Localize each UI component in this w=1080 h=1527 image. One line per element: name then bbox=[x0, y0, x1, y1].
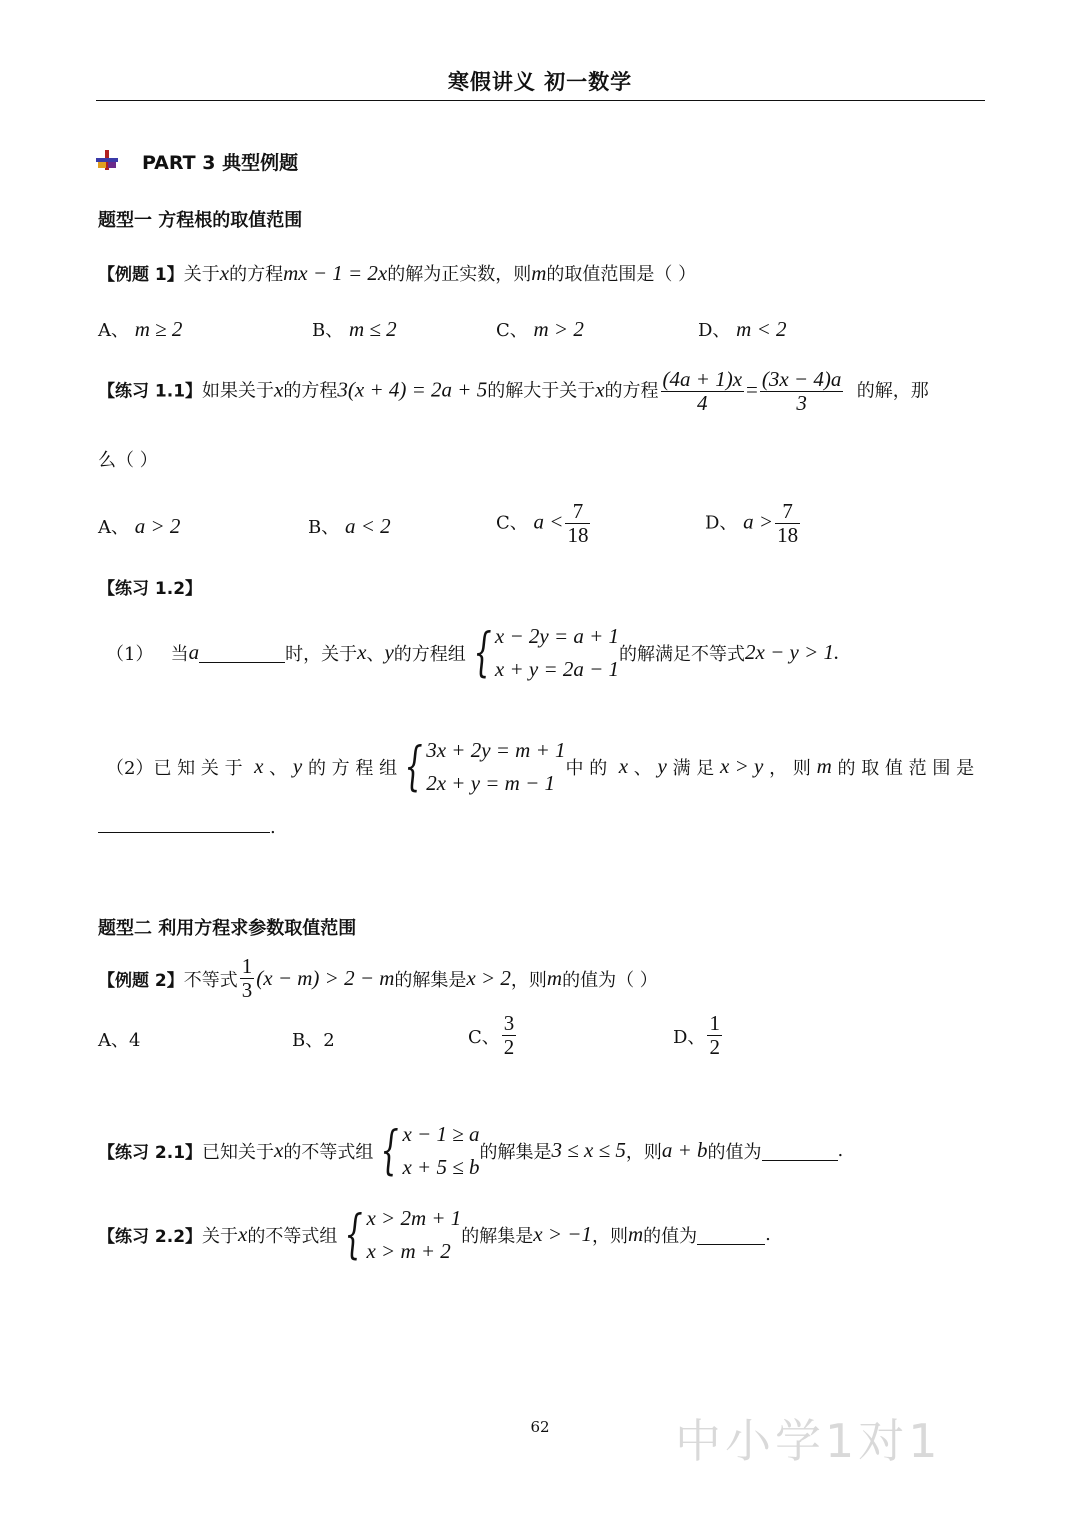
practice11-option-c bbox=[496, 500, 592, 547]
question-number: （1） bbox=[106, 643, 154, 665]
practice11-question-cont: 么（ ） bbox=[98, 450, 158, 471]
option-expr: m ≥ 2 bbox=[134, 317, 183, 341]
brace-icon: { bbox=[404, 736, 423, 797]
text: 如果关于 bbox=[202, 380, 275, 402]
option-expr: m ≤ 2 bbox=[348, 317, 397, 341]
fraction-denominator: 18 bbox=[777, 523, 799, 548]
question-number: （2） bbox=[106, 757, 154, 779]
fraction-numerator: 7 bbox=[775, 500, 800, 524]
equation-system bbox=[397, 734, 565, 799]
text: 的解集是 bbox=[394, 969, 467, 991]
practice12-q1 bbox=[106, 620, 839, 685]
var-y: y bbox=[292, 754, 303, 779]
example2-question bbox=[98, 955, 658, 1002]
text: 满 足 bbox=[672, 757, 715, 779]
fraction-numerator: 3 bbox=[503, 1011, 515, 1035]
fraction bbox=[661, 368, 744, 415]
text: 已 知 关 于 bbox=[153, 757, 243, 779]
var-x: x bbox=[595, 377, 605, 402]
practice21-tag: 【练习 2.1】 bbox=[98, 1143, 203, 1164]
page-header-title: 寒假讲义 初一数学 bbox=[447, 70, 633, 94]
practice12-q2-answer-line bbox=[98, 812, 276, 838]
option-label: B、 bbox=[308, 517, 340, 538]
part-bullet-icon bbox=[96, 150, 118, 170]
var-x: x bbox=[254, 754, 264, 779]
var-x: x bbox=[274, 1138, 284, 1163]
answer-blank[interactable] bbox=[98, 812, 270, 833]
practice11-option-a bbox=[98, 502, 180, 550]
practice11-option-b bbox=[308, 502, 391, 550]
text: 的取值范围是（ ） bbox=[546, 264, 697, 285]
example2-option-b: B、2 bbox=[292, 1030, 335, 1051]
text: . bbox=[270, 817, 276, 838]
var-x: x bbox=[238, 1222, 248, 1247]
fraction bbox=[707, 1012, 722, 1059]
text: 的解大于关于 bbox=[487, 380, 596, 402]
option-expr: m < 2 bbox=[736, 317, 787, 341]
fraction-numerator: 1 bbox=[241, 954, 253, 978]
fraction bbox=[760, 368, 843, 415]
text: . bbox=[765, 1224, 771, 1246]
text: 的解为正实数，则 bbox=[387, 264, 532, 285]
condition: x > 2 bbox=[466, 966, 511, 991]
example1-tag: 【例题 1】 bbox=[98, 265, 184, 285]
text: 关于 bbox=[202, 1225, 239, 1247]
option-label: C、 bbox=[496, 320, 528, 341]
section2-heading: 题型二 利用方程求参数取值范围 bbox=[98, 918, 357, 939]
text: 不等式 bbox=[183, 969, 238, 991]
option-label: B、 bbox=[312, 320, 344, 341]
option-expr: m > 2 bbox=[533, 317, 584, 341]
condition: x > −1 bbox=[533, 1222, 592, 1247]
text: 中 的 bbox=[565, 757, 608, 779]
text: . bbox=[837, 1140, 844, 1162]
var-x: x bbox=[219, 261, 230, 285]
fraction bbox=[565, 500, 590, 547]
fraction-numerator: 1 bbox=[709, 1011, 720, 1035]
practice11-option-d bbox=[705, 500, 802, 547]
inequality-system bbox=[373, 1118, 479, 1183]
practice11-tag: 【练习 1.1】 bbox=[98, 381, 203, 402]
example1-option-d bbox=[698, 316, 787, 342]
text: 关于 bbox=[183, 264, 220, 285]
fraction bbox=[502, 1012, 517, 1059]
condition: x > y bbox=[720, 754, 764, 779]
text: 的值为 bbox=[707, 1141, 762, 1163]
page-number: 62 bbox=[530, 1418, 550, 1436]
equation-system bbox=[466, 620, 619, 685]
watermark: 中小学1对1 bbox=[675, 1414, 942, 1468]
brace-icon: { bbox=[344, 1204, 364, 1265]
option-label: C、 bbox=[496, 512, 528, 534]
option-expr: a < bbox=[533, 509, 564, 534]
text: ，则 bbox=[625, 1141, 662, 1163]
example2-tag: 【例题 2】 bbox=[98, 971, 184, 992]
option-expr: a < 2 bbox=[344, 514, 391, 538]
fraction-numerator: (4a + 1)x bbox=[662, 367, 743, 391]
var-x: x bbox=[274, 377, 284, 402]
text: 已知关于 bbox=[202, 1141, 275, 1163]
text: 的值为 bbox=[643, 1225, 698, 1247]
example1-option-a bbox=[98, 316, 182, 342]
part-title: PART 3 典型例题 bbox=[142, 152, 299, 174]
fraction bbox=[775, 500, 800, 547]
equals-sign: = bbox=[746, 377, 758, 402]
text: 的方程 bbox=[604, 380, 659, 402]
option-label: A、 bbox=[98, 320, 129, 341]
system-row: x > m + 2 bbox=[366, 1238, 451, 1263]
system-row: x − 2y = a + 1 bbox=[494, 624, 620, 648]
text: 当 bbox=[170, 643, 189, 665]
text: 的解集是 bbox=[461, 1225, 534, 1247]
fraction bbox=[240, 955, 255, 1002]
text: 的解满足不等式 bbox=[619, 643, 746, 665]
answer-blank[interactable] bbox=[199, 642, 285, 663]
var-y: y bbox=[657, 754, 667, 779]
system-row: 3x + 2y = m + 1 bbox=[426, 738, 566, 762]
header-rule bbox=[96, 100, 985, 101]
practice21-question bbox=[98, 1118, 843, 1183]
example1-option-c bbox=[496, 316, 584, 342]
option-label: A、 bbox=[98, 517, 129, 538]
text: 、 bbox=[366, 643, 385, 665]
inequality-system bbox=[337, 1202, 461, 1267]
option-expr: a > 2 bbox=[134, 514, 181, 538]
var-x: x bbox=[357, 640, 367, 665]
practice22-question bbox=[98, 1202, 771, 1267]
example2-option-d bbox=[673, 1012, 724, 1059]
inequality: (x − m) > 2 − m bbox=[256, 966, 395, 991]
var-m: m bbox=[816, 754, 832, 779]
var-m: m bbox=[531, 261, 547, 285]
fraction-denominator: 2 bbox=[503, 1035, 515, 1060]
example2-option-a: A、4 bbox=[98, 1030, 141, 1051]
fraction-denominator: 18 bbox=[567, 523, 589, 548]
var-x: x bbox=[618, 754, 629, 779]
system-row: x + 5 ≤ b bbox=[402, 1154, 480, 1179]
var-m: m bbox=[627, 1222, 644, 1247]
practice11-question bbox=[98, 368, 929, 415]
fraction-denominator: 3 bbox=[796, 391, 807, 416]
brace-icon: { bbox=[380, 1120, 400, 1181]
example1-question bbox=[98, 260, 696, 286]
section1-heading: 题型一 方程根的取值范围 bbox=[98, 210, 303, 231]
system-row: x > 2m + 1 bbox=[366, 1206, 462, 1230]
system-row: x + y = 2a − 1 bbox=[494, 656, 620, 681]
inequality: 2x − y > 1. bbox=[745, 640, 840, 665]
text: 的值为（ ） bbox=[562, 969, 658, 991]
text: 、 bbox=[633, 757, 652, 779]
option-expr: a > bbox=[743, 509, 774, 534]
equation: mx − 1 = 2x bbox=[283, 261, 388, 285]
equation: 3(x + 4) = 2a + 5 bbox=[337, 377, 488, 402]
text: 的解集是 bbox=[479, 1141, 552, 1163]
text: 的不等式组 bbox=[247, 1225, 338, 1247]
option-label: C、 bbox=[468, 1026, 500, 1048]
practice12-tag: 【练习 1.2】 bbox=[98, 579, 203, 599]
var-m: m bbox=[546, 966, 563, 991]
system-row: x − 1 ≥ a bbox=[402, 1122, 480, 1146]
fraction-denominator: 2 bbox=[709, 1035, 720, 1060]
fraction-numerator: 7 bbox=[565, 500, 590, 524]
var-y: y bbox=[384, 640, 394, 665]
text: 的方程 bbox=[229, 264, 284, 285]
text: 的 方 程 组 bbox=[307, 757, 398, 779]
option-label: D、 bbox=[698, 320, 731, 341]
text: ，则 bbox=[510, 969, 547, 991]
system-row: 2x + y = m − 1 bbox=[426, 770, 556, 795]
text: 的方程组 bbox=[393, 643, 466, 665]
var-a: a bbox=[188, 640, 200, 665]
text: 的不等式组 bbox=[283, 1141, 374, 1163]
practice12-q2 bbox=[106, 734, 974, 799]
fraction-denominator: 3 bbox=[241, 978, 253, 1003]
solution-range: 3 ≤ x ≤ 5 bbox=[551, 1138, 626, 1163]
text: 的方程 bbox=[283, 380, 338, 402]
text: 时，关于 bbox=[285, 643, 358, 665]
expression: a + b bbox=[661, 1138, 708, 1163]
text: 、 bbox=[269, 757, 288, 779]
fraction-numerator: (3x − 4)a bbox=[761, 367, 842, 391]
option-label: D、 bbox=[673, 1026, 706, 1048]
brace-icon: { bbox=[473, 622, 492, 683]
fraction-denominator: 4 bbox=[697, 391, 708, 416]
option-label: D、 bbox=[705, 512, 738, 534]
practice22-tag: 【练习 2.2】 bbox=[98, 1227, 203, 1248]
answer-blank[interactable] bbox=[762, 1140, 838, 1161]
text: ，则 bbox=[591, 1225, 628, 1247]
text: 的解，那 bbox=[856, 380, 929, 402]
text: 的 取 值 范 围 是 bbox=[837, 757, 975, 779]
answer-blank[interactable] bbox=[697, 1224, 765, 1245]
example1-option-b bbox=[312, 316, 397, 342]
text: ， 则 bbox=[769, 757, 811, 779]
example2-option-c bbox=[468, 1012, 518, 1059]
